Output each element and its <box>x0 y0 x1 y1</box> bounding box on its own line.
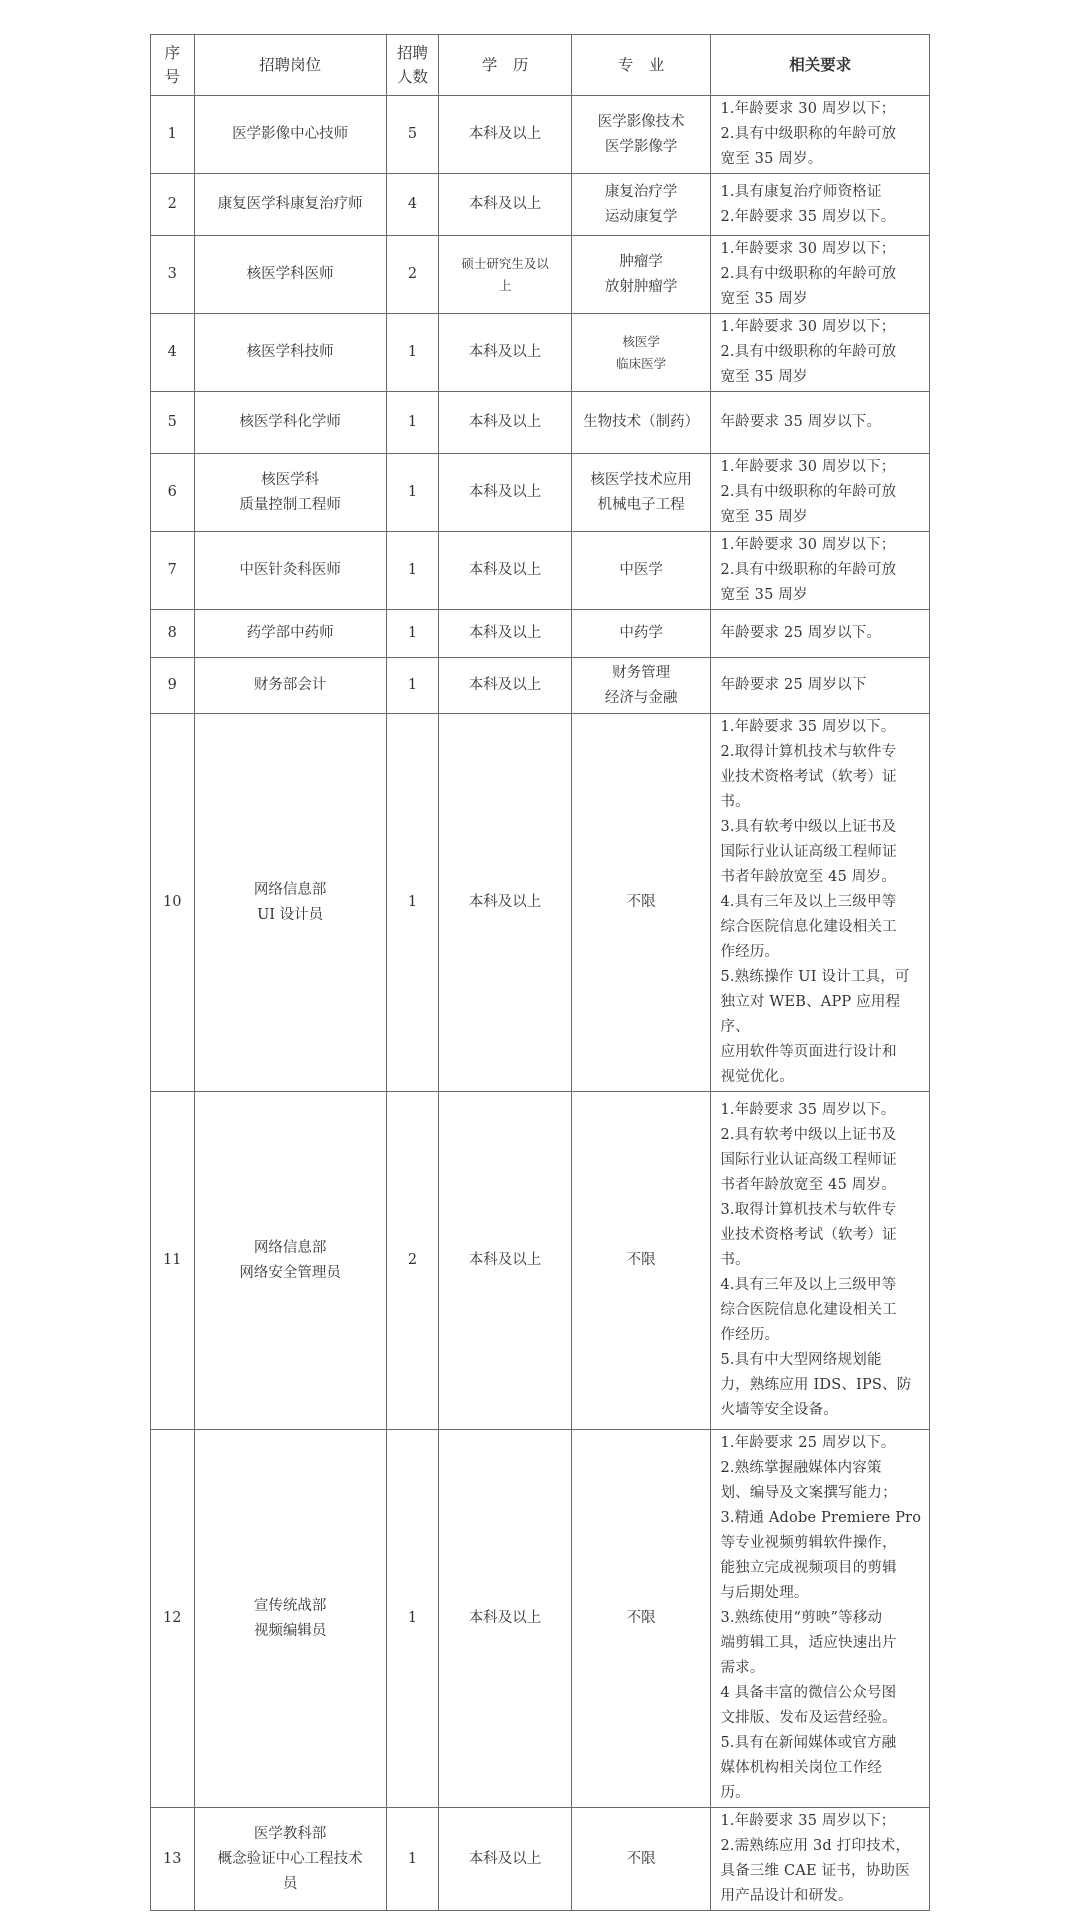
table-row <box>151 1092 930 1430</box>
cell-no: 5 <box>151 392 195 454</box>
cell-education: 本科及以上 <box>439 714 572 1092</box>
cell-major: 中药学 <box>571 610 711 658</box>
cell-major: 肿瘤学 放射肿瘤学 <box>571 236 711 314</box>
cell-count: 1 <box>386 714 439 1092</box>
table-row <box>151 714 930 1092</box>
cell-requirements: 1.年龄要求 25 周岁以下。 2.熟练掌握融媒体内容策 划、编导及文案撰写能力； 3.精通 Adobe Premiere Pro 等专业视频剪辑软件操作， 能独立完成视频项目的剪辑 与后期处理。 3.熟练使用“剪映”等移动 端剪辑工具，适应快速出片 需求。 4 具备丰富的微信公众号图 文排版、发布及运营经验。 5.具有在新闻媒体或官方融 媒体机构相关岗位工作经 历。 <box>711 1430 930 1808</box>
cell-education: 本科及以上 <box>439 658 572 714</box>
cell-no: 3 <box>151 236 195 314</box>
cell-count: 2 <box>386 236 439 314</box>
cell-position: 网络信息部 网络安全管理员 <box>194 1092 386 1430</box>
table-body <box>151 96 930 1911</box>
table-row <box>151 454 930 532</box>
header-education: 学 历 <box>439 35 572 96</box>
cell-count: 1 <box>386 1808 439 1911</box>
cell-education: 本科及以上 <box>439 532 572 610</box>
cell-major: 核医学 临床医学 <box>571 314 711 392</box>
cell-position: 中医针灸科医师 <box>194 532 386 610</box>
cell-education: 本科及以上 <box>439 174 572 236</box>
cell-count: 1 <box>386 532 439 610</box>
header-major: 专 业 <box>571 35 711 96</box>
cell-requirements: 年龄要求 35 周岁以下。 <box>711 392 930 454</box>
cell-position: 财务部会计 <box>194 658 386 714</box>
cell-position: 医学影像中心技师 <box>194 96 386 174</box>
table-header <box>151 35 930 96</box>
table-row <box>151 174 930 236</box>
cell-requirements: 年龄要求 25 周岁以下。 <box>711 610 930 658</box>
header-requirements: 相关要求 <box>711 35 930 96</box>
cell-position: 药学部中药师 <box>194 610 386 658</box>
cell-requirements: 1.年龄要求 35 周岁以下； 2.需熟练应用 3d 打印技术， 具备三维 CAE 证书，协助医 用产品设计和研发。 <box>711 1808 930 1911</box>
table-row <box>151 532 930 610</box>
table-row <box>151 1808 930 1911</box>
table-row <box>151 610 930 658</box>
table-row <box>151 96 930 174</box>
cell-count: 2 <box>386 1092 439 1430</box>
cell-education: 本科及以上 <box>439 392 572 454</box>
cell-no: 12 <box>151 1430 195 1808</box>
cell-requirements: 1.年龄要求 30 周岁以下； 2.具有中级职称的年龄可放 宽至 35 周岁。 <box>711 96 930 174</box>
cell-requirements: 1.具有康复治疗师资格证 2.年龄要求 35 周岁以下。 <box>711 174 930 236</box>
cell-requirements: 1.年龄要求 30 周岁以下； 2.具有中级职称的年龄可放 宽至 35 周岁 <box>711 236 930 314</box>
cell-major: 不限 <box>571 1430 711 1808</box>
cell-education: 本科及以上 <box>439 1808 572 1911</box>
cell-education: 本科及以上 <box>439 1430 572 1808</box>
cell-requirements: 1.年龄要求 30 周岁以下； 2.具有中级职称的年龄可放 宽至 35 周岁 <box>711 454 930 532</box>
cell-count: 1 <box>386 658 439 714</box>
cell-requirements: 1.年龄要求 30 周岁以下； 2.具有中级职称的年龄可放 宽至 35 周岁 <box>711 532 930 610</box>
cell-count: 1 <box>386 454 439 532</box>
cell-education: 硕士研究生及以 上 <box>439 236 572 314</box>
cell-count: 1 <box>386 314 439 392</box>
cell-major: 生物技术（制药） <box>571 392 711 454</box>
header-count-label: 招聘 人数 <box>397 44 429 86</box>
cell-position: 核医学科化学师 <box>194 392 386 454</box>
table-row <box>151 392 930 454</box>
recruitment-table <box>150 34 930 1911</box>
cell-position: 康复医学科康复治疗师 <box>194 174 386 236</box>
cell-major: 中医学 <box>571 532 711 610</box>
cell-count: 4 <box>386 174 439 236</box>
cell-no: 4 <box>151 314 195 392</box>
cell-major: 不限 <box>571 1808 711 1911</box>
cell-education: 本科及以上 <box>439 610 572 658</box>
cell-major: 核医学技术应用 机械电子工程 <box>571 454 711 532</box>
cell-requirements: 1.年龄要求 35 周岁以下。 2.取得计算机技术与软件专 业技术资格考试（软考）证 书。 3.具有软考中级以上证书及 国际行业认证高级工程师证 书者年龄放宽至 45 周岁。 4.具有三年及以上三级甲等 综合医院信息化建设相关工 作经历。 5.熟练操作 UI 设计工具，可 独立对 WEB、APP 应用程序、 应用软件等页面进行设计和 视觉优化。 <box>711 714 930 1092</box>
cell-count: 1 <box>386 1430 439 1808</box>
cell-no: 10 <box>151 714 195 1092</box>
cell-no: 11 <box>151 1092 195 1430</box>
table-row <box>151 1430 930 1808</box>
cell-major: 康复治疗学 运动康复学 <box>571 174 711 236</box>
header-position: 招聘岗位 <box>194 35 386 96</box>
table-row <box>151 236 930 314</box>
cell-position: 核医学科 质量控制工程师 <box>194 454 386 532</box>
cell-position: 宣传统战部 视频编辑员 <box>194 1430 386 1808</box>
cell-requirements: 1.年龄要求 35 周岁以下。 2.具有软考中级以上证书及 国际行业认证高级工程师证 书者年龄放宽至 45 周岁。 3.取得计算机技术与软件专 业技术资格考试（软考）证 书。 4.具有三年及以上三级甲等 综合医院信息化建设相关工 作经历。 5.具有中大型网络规划能 力，熟练应用 IDS、IPS、防 火墙等安全设备。 <box>711 1092 930 1430</box>
cell-major: 不限 <box>571 1092 711 1430</box>
cell-position: 核医学科技师 <box>194 314 386 392</box>
header-no-label: 序 号 <box>164 44 180 86</box>
table-row <box>151 658 930 714</box>
cell-no: 8 <box>151 610 195 658</box>
cell-requirements: 1.年龄要求 30 周岁以下； 2.具有中级职称的年龄可放 宽至 35 周岁 <box>711 314 930 392</box>
cell-no: 1 <box>151 96 195 174</box>
cell-requirements: 年龄要求 25 周岁以下 <box>711 658 930 714</box>
cell-position: 网络信息部 UI 设计员 <box>194 714 386 1092</box>
cell-position: 核医学科医师 <box>194 236 386 314</box>
cell-count: 5 <box>386 96 439 174</box>
cell-major: 不限 <box>571 714 711 1092</box>
cell-major: 财务管理 经济与金融 <box>571 658 711 714</box>
cell-no: 13 <box>151 1808 195 1911</box>
cell-education: 本科及以上 <box>439 454 572 532</box>
cell-education: 本科及以上 <box>439 1092 572 1430</box>
header-row <box>151 35 930 96</box>
cell-education: 本科及以上 <box>439 314 572 392</box>
cell-no: 9 <box>151 658 195 714</box>
header-count <box>386 35 439 96</box>
cell-count: 1 <box>386 610 439 658</box>
cell-no: 7 <box>151 532 195 610</box>
cell-no: 6 <box>151 454 195 532</box>
cell-major: 医学影像技术 医学影像学 <box>571 96 711 174</box>
table-row <box>151 314 930 392</box>
cell-position: 医学教科部 概念验证中心工程技术 员 <box>194 1808 386 1911</box>
cell-count: 1 <box>386 392 439 454</box>
cell-education: 本科及以上 <box>439 96 572 174</box>
header-no <box>151 35 195 96</box>
cell-no: 2 <box>151 174 195 236</box>
